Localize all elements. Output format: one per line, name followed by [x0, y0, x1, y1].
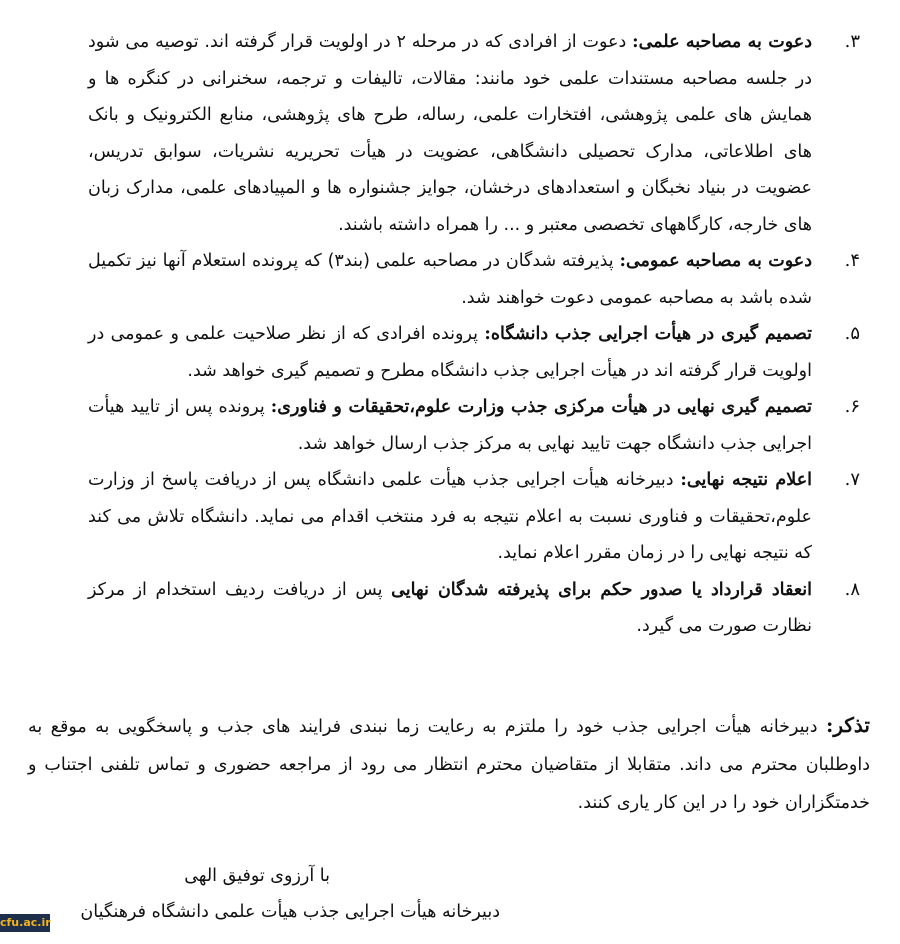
step-number: ۴. [844, 250, 860, 271]
closing-line: با آرزوی توفیق الهی [184, 866, 330, 886]
signature-line: دبیرخانه هیأت اجرایی جذب هیأت علمی دانشگاه فرهنگیان [80, 902, 500, 922]
note-title: تذکر: [825, 713, 870, 737]
step-item-4 [88, 243, 860, 316]
step-item-5 [88, 316, 860, 389]
step-number: ۳. [844, 31, 860, 52]
step-text: دعوت از افرادی که در مرحله ۲ در اولویت قرار گرفته اند. توصیه می شود در جلسه مصاحبه مستندات علمی خود مانند: مقالات، تالیفات و ترجمه، سخنرانی در کنگره ها و همایش های علمی پژوهشی، افتخارات علمی، رساله، طرح های پژوهشی، منابع الکترونیک و بانک های اطلاعاتی، مدارک تحصیلی دانشگاهی، عضویت در هیأت تحریریه نشریات، سوابق تدریس، عضویت در بنیاد نخبگان و استعدادهای درخشان، جوایز جشنواره ها و المپیادهای علمی، مدارک زبان های خارجه، کارگاههای تخصصی معتبر و ... را همراه داشته باشند. [88, 32, 812, 235]
step-text: پذیرفته شدگان در مصاحبه علمی (بند۳) که پرونده استعلام آنها نیز تکمیل شده باشد به مصاحبه عمومی دعوت خواهند شد. [88, 251, 812, 308]
step-title: دعوت به مصاحبه علمی: [632, 32, 813, 52]
step-number: ۵. [844, 323, 860, 344]
step-number: ۷. [844, 469, 860, 490]
step-item-8 [88, 572, 860, 645]
step-text: دبیرخانه هیأت اجرایی جذب هیأت علمی دانشگاه پس از دریافت پاسخ از وزارت علوم،تحقیقات و فناوری نسبت به اعلام نتیجه به فرد منتخب اقدام می نماید. دانشگاه تلاش می کند که نتیجه نهایی را در زمان مقرر اعلام نماید. [88, 470, 812, 563]
step-title: تصمیم گیری در هیأت اجرایی جذب دانشگاه: [484, 324, 812, 344]
step-title: اعلام نتیجه نهایی: [680, 470, 812, 490]
step-text: پرونده افرادی که از نظر صلاحیت علمی و عمومی در اولویت قرار گرفته اند در هیأت اجرایی جذب دانشگاه مطرح و تصمیم گیری خواهد شد. [88, 324, 812, 381]
step-item-7 [88, 462, 860, 572]
steps-list [88, 24, 860, 645]
step-text: پس از دریافت ردیف استخدام از مرکز نظارت صورت می گیرد. [88, 579, 812, 636]
step-text: پرونده پس از تایید هیأت اجرایی جذب دانشگاه جهت تایید نهایی به مرکز جذب ارسال خواهد شد. [88, 397, 812, 454]
step-title: دعوت به مصاحبه عمومی: [619, 251, 812, 271]
step-title: تصمیم گیری نهایی در هیأت مرکزی جذب وزارت علوم،تحقیقات و فناوری: [270, 397, 812, 417]
site-watermark-logo: cfu.ac.ir [0, 914, 50, 932]
step-item-6 [88, 389, 860, 462]
note-paragraph [28, 706, 870, 822]
step-item-3 [88, 24, 860, 243]
step-number: ۶. [844, 396, 860, 417]
step-title: انعقاد قرارداد یا صدور حکم برای پذیرفته شدگان نهایی [391, 579, 812, 600]
step-number: ۸. [844, 578, 860, 600]
note-text: دبیرخانه هیأت اجرایی جذب خود را ملتزم به رعایت زما نبندی فرایند های جذب و پاسخگویی به موقع به داوطلبان محترم می داند. متقابلا از متقاضیان محترم انتظار می رود از مراجعه حضوری و تماس تلفنی اجتناب و خدمتگزاران خود را در این کار یاری کنند. [28, 717, 870, 813]
